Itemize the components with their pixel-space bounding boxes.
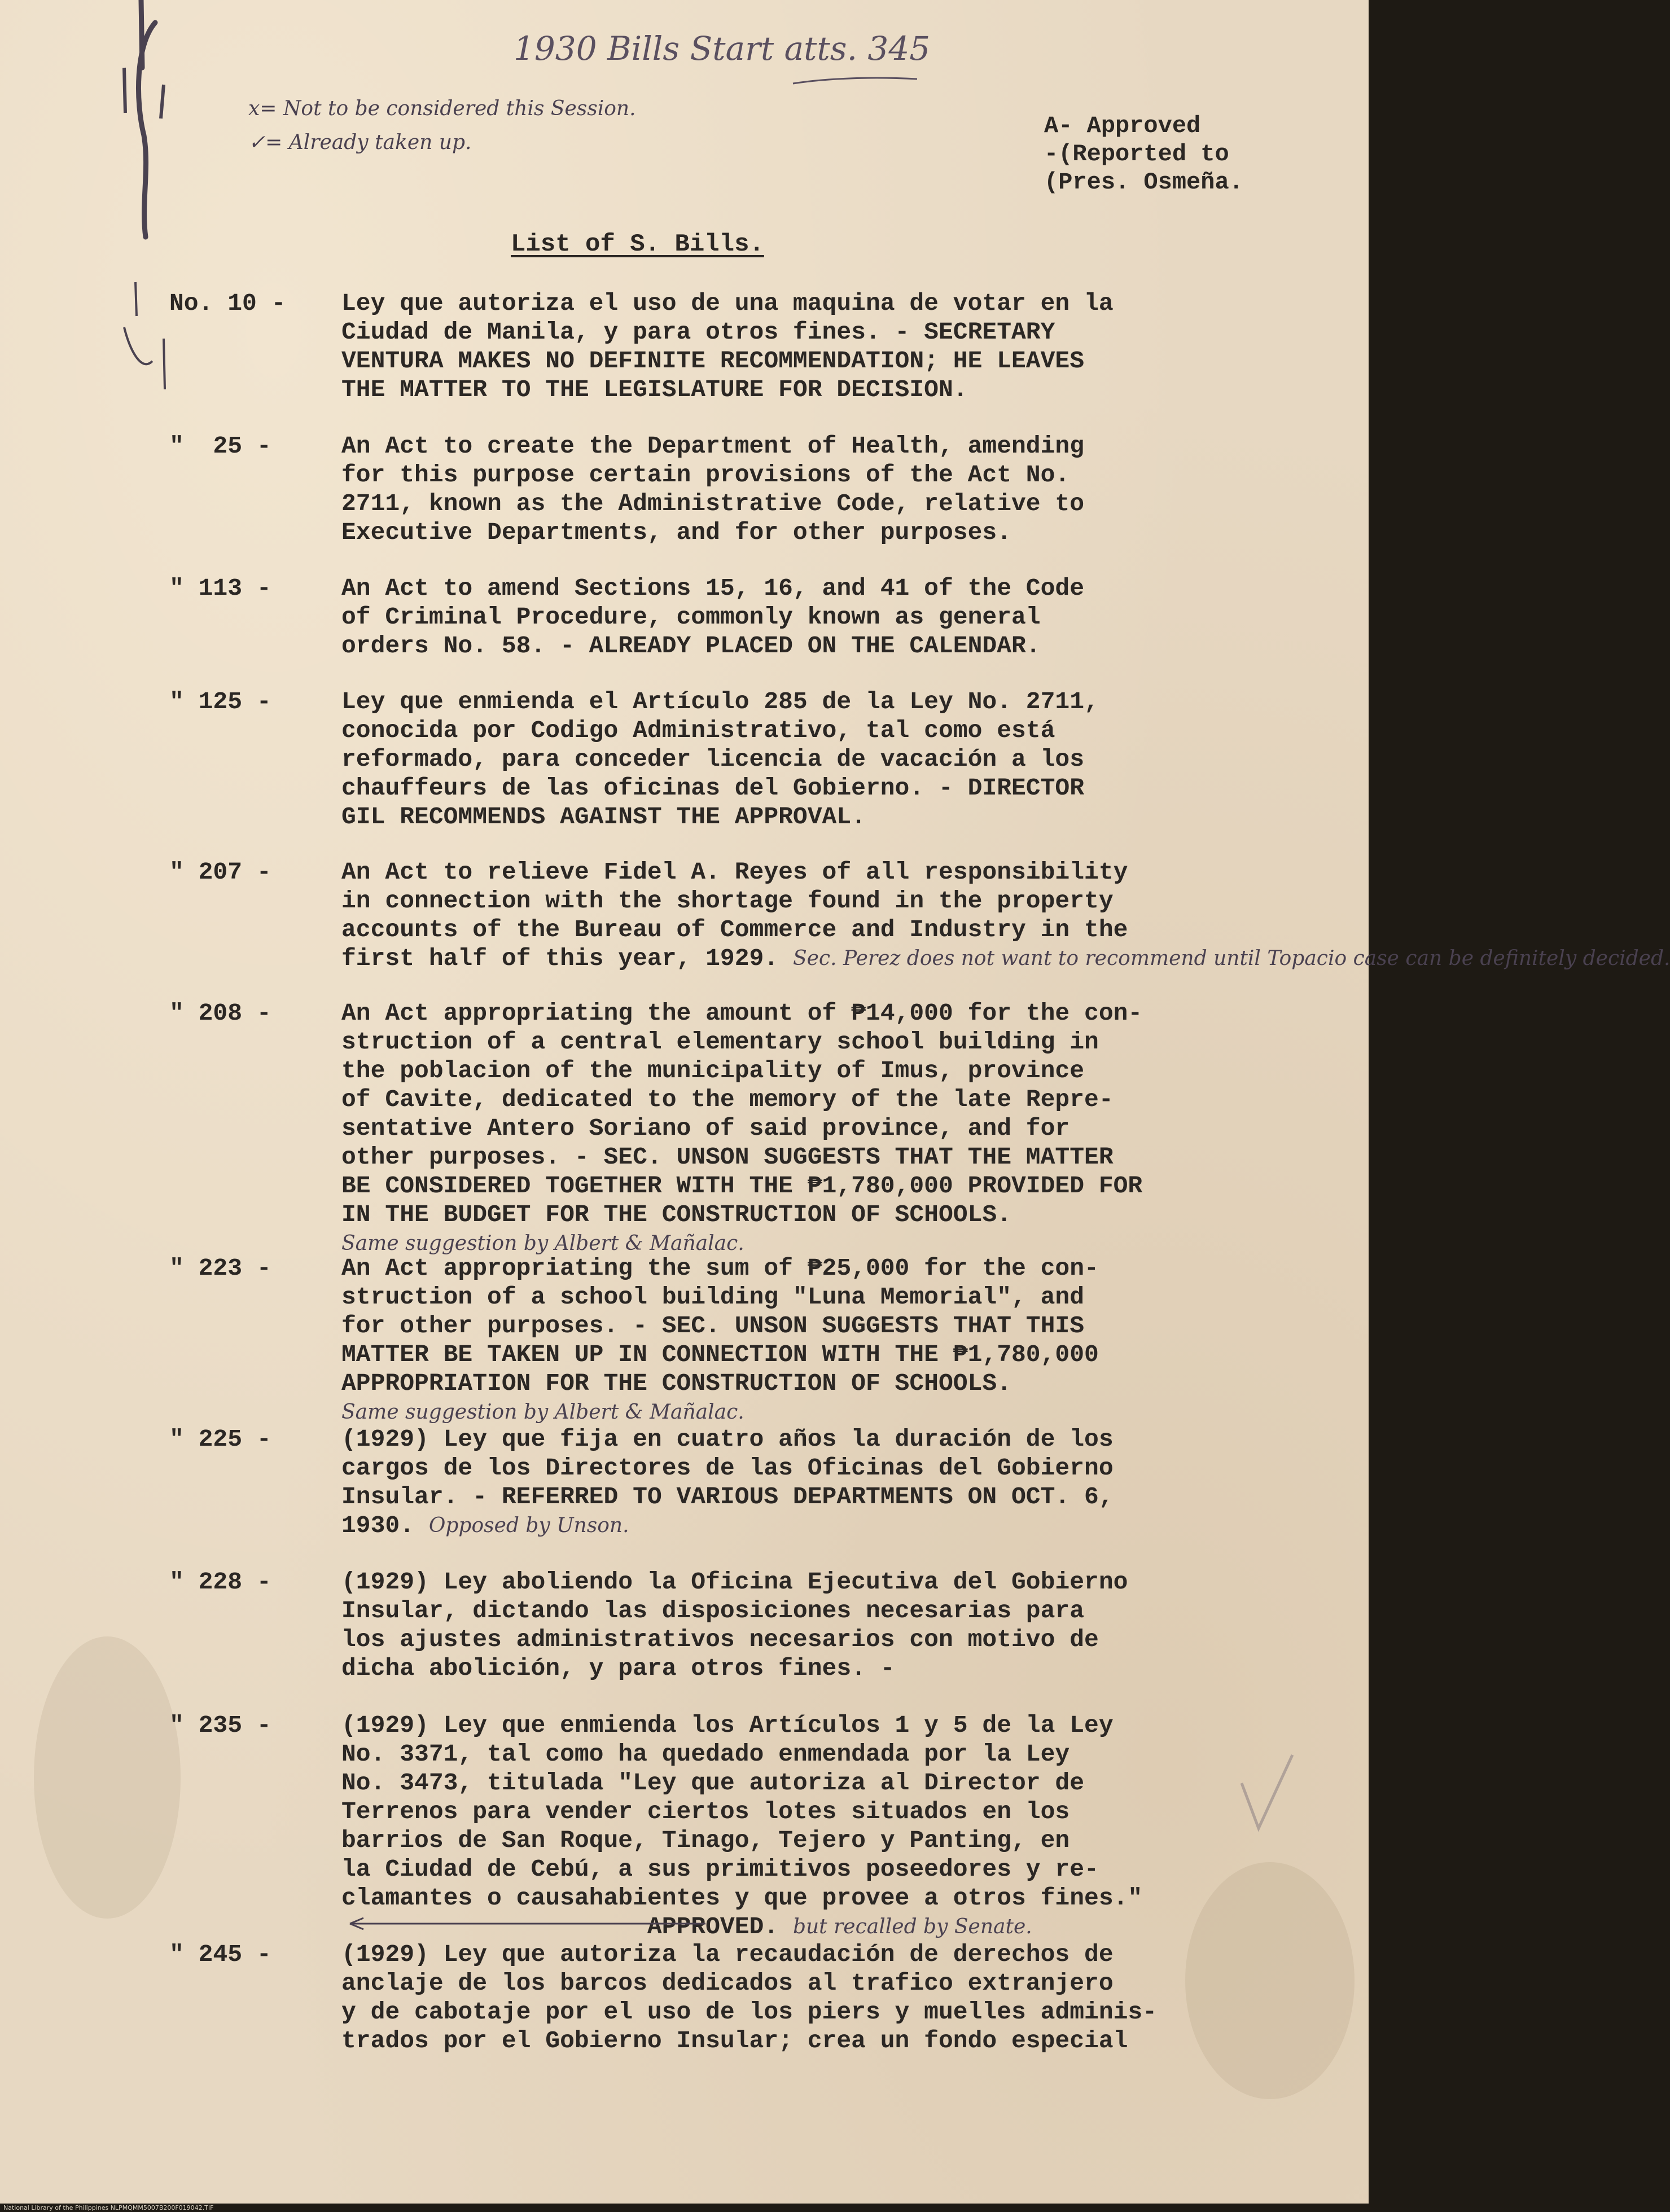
bill-text (341, 1940, 1448, 2055)
bill-line: chauffeurs de las oficinas del Gobierno. - DIRECTOR (341, 774, 1085, 802)
bill-text (341, 574, 1448, 660)
bill-line: struction of a central elementary school building in (341, 1028, 1099, 1056)
bill-line: GIL RECOMMENDS AGAINST THE APPROVAL. (341, 803, 866, 831)
bill-line: reformado, para conceder licencia de vacación a los (341, 745, 1085, 773)
bill-number: " 25 - (169, 432, 271, 460)
bill-line: (1929) Ley que fija en cuatro años la duración de los (341, 1425, 1114, 1453)
bill-text (341, 432, 1448, 547)
bill-line: THE MATTER TO THE LEGISLATURE FOR DECISION. (341, 376, 968, 403)
bill-text (341, 289, 1448, 404)
bill-line: sentative Antero Soriano of said province, and for (341, 1114, 1070, 1142)
handwritten-note: Same suggestion by Albert & Mañalac. (341, 1232, 744, 1255)
bill-line: other purposes. - SEC. UNSON SUGGESTS THAT THE MATTER (341, 1143, 1114, 1171)
bill-line: An Act appropriating the amount of ₱14,000 for the con- (341, 999, 1143, 1027)
bill-line: cargos de los Directores de las Oficinas del Gobierno (341, 1454, 1114, 1482)
bill-line: accounts of the Bureau of Commerce and Industry in the (341, 916, 1128, 943)
bill-line: for other purposes. - SEC. UNSON SUGGESTS THAT THIS (341, 1312, 1085, 1340)
underline-stroke (790, 72, 920, 89)
handwritten-note: Sec. Perez does not want to recommend until Topacio case can be definitely decided. (792, 947, 1670, 970)
bill-text (341, 1254, 1448, 1427)
bill-line: y de cabotaje por el uso de los piers y muelles adminis- (341, 1998, 1158, 2026)
bill-line: dicha abolición, y para otros fines. - (341, 1654, 895, 1682)
margin-pencil-marks (102, 0, 214, 429)
bill-line: (1929) Ley que enmienda los Artículos 1 y 5 de la Ley (341, 1711, 1114, 1739)
bill-number: " 113 - (169, 574, 271, 602)
bill-number: " 125 - (169, 688, 271, 716)
bill-line: conocida por Codigo Administrativo, tal como está (341, 717, 1055, 744)
bill-line: No. 3473, titulada "Ley que autoriza al Director de (341, 1769, 1085, 1797)
bill-line: for this purpose certain provisions of the Act No. (341, 461, 1070, 489)
bill-line: 2711, known as the Administrative Code, relative to (341, 490, 1085, 517)
bill-line: BE CONSIDERED TOGETHER WITH THE ₱1,780,000 PROVIDED FOR (341, 1172, 1143, 1200)
bill-line: (1929) Ley que autoriza la recaudación de derechos de (341, 1941, 1114, 1968)
bill-line: in connection with the shortage found in the property (341, 887, 1114, 915)
bill-line: Ciudad de Manila, y para otros fines. - SECRETARY (341, 318, 1055, 346)
paper-stain (34, 1636, 181, 1919)
bill-line: Ley que autoriza el uso de una maquina de votar en la (341, 289, 1114, 317)
bill-line (341, 1511, 1448, 1540)
legend-typed-line3: (Pres. Osmeña. (1044, 169, 1243, 196)
bill-line: barrios de San Roque, Tinago, Tejero y Panting, en (341, 1827, 1070, 1854)
bill-line: struction of a school building "Luna Memorial", and (341, 1283, 1085, 1311)
bill-line: Executive Departments, and for other purposes. (341, 519, 1011, 546)
legend-typed-line2: -(Reported to (1044, 141, 1229, 168)
bill-number: " 228 - (169, 1568, 271, 1596)
bill-text (341, 1568, 1448, 1683)
archive-footer: National Library of the Philippines NLPMQMM5007B200F019042.TIF (0, 2204, 1369, 2212)
bill-number: " 207 - (169, 858, 271, 886)
arrow-stroke (344, 1916, 711, 1933)
bill-line: MATTER BE TAKEN UP IN CONNECTION WITH THE ₱1,780,000 (341, 1341, 1099, 1368)
bill-line-text: first half of this year, 1929. (341, 945, 779, 972)
bill-text (341, 687, 1448, 831)
bill-line: VENTURA MAKES NO DEFINITE RECOMMENDATION; HE LEAVES (341, 347, 1085, 375)
bill-line: la Ciudad de Cebú, a sus primitivos poseedores y re- (341, 1855, 1099, 1883)
bill-number: " 245 - (169, 1941, 271, 1968)
bill-line: clamantes o causahabientes y que provee a otros fines." (341, 1884, 1143, 1912)
bill-line: An Act to amend Sections 15, 16, and 41 of the Code (341, 574, 1085, 602)
bill-line-text: APPROVED. (341, 1913, 779, 1941)
bill-text (341, 999, 1448, 1258)
bill-line: (1929) Ley aboliendo la Oficina Ejecutiva del Gobierno (341, 1568, 1128, 1596)
bill-text (341, 1425, 1448, 1540)
bill-line: los ajustes administrativos necesarios con motivo de (341, 1626, 1099, 1653)
bill-number: " 208 - (169, 999, 271, 1027)
bill-text (341, 858, 1670, 973)
bill-line: of Cavite, dedicated to the memory of the late Repre- (341, 1086, 1114, 1113)
bill-number: " 223 - (169, 1254, 271, 1282)
legend-handwritten-line1: x= Not to be considered this Session. (248, 97, 636, 120)
legend-typed-line1: A- Approved (1044, 112, 1201, 139)
bill-line: Terrenos para vender ciertos lotes situados en los (341, 1798, 1070, 1825)
bill-line: An Act to relieve Fidel A. Reyes of all responsibility (341, 858, 1128, 886)
bill-line: of Criminal Procedure, commonly known as general (341, 603, 1041, 631)
bill-line: No. 3371, tal como ha quedado enmendada por la Ley (341, 1740, 1070, 1768)
bill-number: No. 10 - (169, 289, 286, 317)
page-title: List of S. Bills. (511, 230, 764, 258)
bill-line: orders No. 58. - ALREADY PLACED ON THE CALENDAR. (341, 632, 1041, 660)
legend-handwritten-line2: ✓= Already taken up. (248, 131, 472, 154)
bill-line-text: 1930. (341, 1512, 415, 1539)
bill-line: trados por el Gobierno Insular; crea un fondo especial (341, 2027, 1128, 2055)
handwritten-note: Same suggestion by Albert & Mañalac. (341, 1401, 744, 1424)
bill-line: Insular. - REFERRED TO VARIOUS DEPARTMENTS ON OCT. 6, (341, 1483, 1114, 1511)
bill-number: " 225 - (169, 1425, 271, 1453)
bill-line: Insular, dictando las disposiciones necesarias para (341, 1597, 1085, 1625)
check-mark (1230, 1749, 1298, 1840)
bill-line (341, 944, 1670, 973)
header-handwritten-note: 1930 Bills Start atts. 345 (514, 29, 931, 68)
bill-line: An Act appropriating the sum of ₱25,000 for the con- (341, 1254, 1099, 1282)
legend-typed (1044, 112, 1243, 196)
handwritten-note: but recalled by Senate. (792, 1915, 1032, 1938)
bill-number: " 235 - (169, 1711, 271, 1739)
bill-line: anclaje de los barcos dedicados al trafico extranjero (341, 1969, 1114, 1997)
bill-line: An Act to create the Department of Health, amending (341, 432, 1085, 460)
bill-line: the poblacion of the municipality of Imus, province (341, 1057, 1085, 1085)
bill-line: Ley que enmienda el Artículo 285 de la Ley No. 2711, (341, 688, 1099, 716)
handwritten-note: Opposed by Unson. (428, 1514, 629, 1537)
bill-line: IN THE BUDGET FOR THE CONSTRUCTION OF SCHOOLS. (341, 1201, 1011, 1228)
bill-line: APPROPRIATION FOR THE CONSTRUCTION OF SCHOOLS. (341, 1370, 1011, 1397)
